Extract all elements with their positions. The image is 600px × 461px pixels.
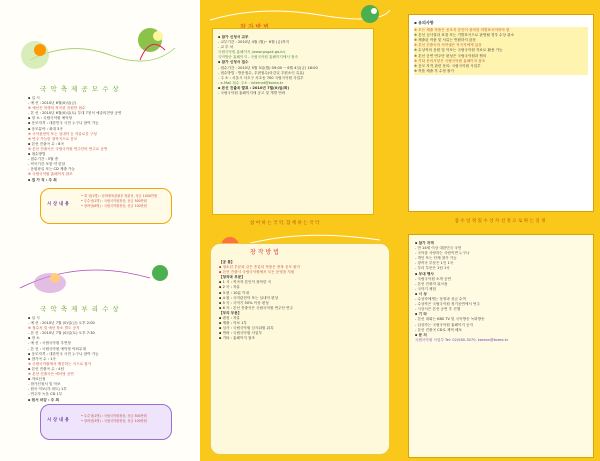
- detail-line: ▪ 참가 신청서 교부: [218, 35, 249, 39]
- notice-title: ▪ 유의사항: [414, 20, 434, 25]
- ensemble-details: [28, 316, 178, 403]
- detail-line: ※ 본선 진출곡은 국립국악원 연주단의 연주로 공연: [28, 146, 108, 151]
- info-line: - 본선 대회는 KBS TV 및 국악방송 녹화방송: [415, 317, 485, 322]
- info-line: ▪ 시 상: [415, 291, 427, 296]
- bird-illustration: [0, 248, 200, 308]
- creation-box: [210, 243, 390, 455]
- detail-line: ※ 국립국악원에서 제공하는 곡으로 참가: [28, 361, 92, 366]
- detail-line: - 작곡기간 포함 약 한달: [28, 162, 66, 167]
- howto-box: [212, 28, 374, 215]
- detail-line: ▪ 참가곡 수 : 1곡: [28, 356, 56, 361]
- notice-line: ※ 모든 제출 작품은 응모자 본인이 창작한 미발표곡이어야 함: [414, 28, 510, 33]
- notice-box: [408, 14, 594, 212]
- detail-line: - 국립국악원 홈페이지에 공고 및 개별 연락: [218, 91, 286, 96]
- info-line: - 시상식은 본선 공연 후 진행: [415, 307, 461, 312]
- detail-line: - 참가신청서 및 악보: [28, 382, 61, 387]
- detail-line: ▪ 6 곡 : 본선 진출곡은 국립국악원 연주단 연주: [219, 305, 294, 310]
- info-line: - 개인 또는 단체 참가 가능: [415, 256, 457, 261]
- award-label: 시 상 내 용: [47, 418, 70, 423]
- detail-line: ※ 국립국악원 홈페이지 참조: [28, 172, 73, 177]
- detail-line: ▪ 일 시: [28, 96, 40, 100]
- schedule-heading: 접 수 일 정 및 수 상 자 선 정 으 로 하 는 일 정: [454, 219, 546, 224]
- section-title-composition: 국 악 축 제 공 모 수 상: [40, 85, 120, 93]
- detail-line: - 원곡 악보(각 파트) 1부: [28, 387, 67, 392]
- detail-line: ※ 본선 진출곡은 예악당 공연: [28, 372, 74, 377]
- award-box-ensemble: [40, 404, 172, 440]
- detail-line: - 본 선 : 국립국악원 예악당 야외무대: [28, 346, 86, 351]
- notice-line: ※ 본선 심사결과 표절 또는 기발표곡으로 판명될 경우 수상 취소: [414, 33, 515, 38]
- detail-line: - 본 선 : 2010년 6월(0)일(토) 부대 7천석 예술의전당 공연: [28, 111, 122, 116]
- info-line: ▪ 기 타: [415, 312, 427, 317]
- info-line: ▪ 참가 자격: [415, 241, 434, 245]
- detail-line: ▪ 일 시: [28, 316, 40, 320]
- detail-line: ▪ 장 소: [28, 336, 40, 341]
- award-line: • 장려상(6명) : 국립국악원장상, 상금 100만원: [81, 204, 147, 208]
- detail-line: - 예 선 : 2010년 7월 (0)일(금) 오후 2:00: [28, 321, 95, 326]
- contact-line[interactable]: 국립국악원 사업부 Tel: 02)580-3070, korean@korea.kr: [415, 337, 509, 342]
- detail-line[interactable]: 국립국악원 홈페이지 (www.gugak.go.kr): [218, 50, 286, 55]
- notice-line: ※ 기타 문의사항은 국립국악원 홈페이지 참조: [414, 58, 486, 63]
- detail-line: 【공 통】: [219, 260, 235, 264]
- info-line: - 입상자는 국립국악원 홈페이지 공지: [415, 322, 473, 327]
- detail-line: ▪ 자료신청: [28, 377, 46, 382]
- info-line: - 본선 진출자 워크숍: [415, 281, 448, 286]
- notice-line: ※ 응모 자격 관련 문의: 국립국악원 사업부: [414, 63, 481, 68]
- detail-line: ▪ 참가 신청서 접수: [218, 60, 249, 65]
- award-line: • 대 상(1명) : 문화체육관광부 장관상, 상금 1000만원: [81, 194, 158, 198]
- detail-line: - 예 선 : 국립국악원 우면당: [28, 341, 71, 346]
- notice-line: ※ 작품 제출 후 수정 불가: [414, 68, 454, 73]
- detail-line: ▪ 청소년 부문과 같은 종류의 작품은 중복 응모 불가: [219, 265, 301, 270]
- info-line: - 국악을 사랑하는 사람이면 누구나: [415, 251, 470, 256]
- detail-line: - 본 선 : 2010년 7월 (0)일(토) 오후 7:30: [28, 331, 95, 336]
- right-panel: [400, 0, 600, 461]
- detail-line: ▪ 원서 마감 : 주 최: [28, 397, 59, 402]
- detail-line: - 접수방법 : 방문접수, 우편접수(마감일 우편소인 유효): [218, 70, 305, 75]
- detail-line: ▪ 접 가 직 : 주 최: [28, 177, 57, 182]
- notice-line: ※ 본선 공연 연주단 편성은 국립국악원과 협의: [414, 53, 487, 58]
- info-line: - 창작곡 부문은 1인 1곡: [415, 261, 454, 266]
- detail-line: - 교부기간 : 2010년 4월 (월)~ 6월 (금)까지: [218, 40, 290, 45]
- detail-line[interactable]: - e-Mail 접수 주소 : internat@korea.kr: [218, 80, 284, 85]
- detail-line: ▪ 4 원 : 국악관현악 또는 실내악 편성: [219, 295, 279, 300]
- slogan: 참 여 하 는 국 악, 함 께 하 는 국 악: [250, 221, 320, 226]
- detail-line: ▪ 연락 : 국립국악원 사업부: [219, 331, 262, 336]
- info-box: [408, 234, 594, 458]
- notice-line: ※ 제출된 작품 및 서류는 반환하지 않음: [414, 38, 476, 43]
- detail-line: - 연주자 녹음 CD 1부: [28, 392, 63, 397]
- info-line: - 부리 부문은 1팀 1곡: [415, 266, 450, 271]
- detail-line: ※ 접수처 및 예선 장소 별도 공지: [28, 326, 80, 331]
- section-title-ensemble: 국 악 축 제 부 리 수 상: [40, 305, 120, 313]
- detail-line: ▪ 기타 : 홈페이지 참조: [219, 336, 255, 341]
- detail-line: ▪ 응모분야 : 최대 3곡: [28, 126, 63, 131]
- detail-line: ▪ 5 곡 : 국악기 50% 이상 편성: [219, 300, 269, 305]
- award-line: • 장려상(3명) : 국립국악원장상, 상금 100만원: [81, 419, 147, 423]
- detail-line: - 예 선 : 2010년 6월(0)일(금): [28, 101, 77, 106]
- info-line: - 국립국악원 소개 공연: [415, 276, 451, 281]
- award-line: • 우수상(1명) : 국립국악원장상, 상금 500만원: [81, 414, 147, 418]
- detail-line: ▪ 2 곡 : 자유: [219, 285, 240, 290]
- detail-line: - 교 부 처: [218, 45, 234, 50]
- award-label: 시 상 내 용: [47, 202, 70, 207]
- detail-line: ▪ 제출 : 악보 1부: [219, 321, 247, 326]
- detail-line: ▪ 응모자격 : 대한민국 국민 누구나 참여 가능: [28, 121, 99, 126]
- detail-line: 【창작곡 부문】: [219, 275, 245, 280]
- detail-line: ▪ 1 시 : 작곡자 본인이 창작한 곡: [219, 280, 272, 285]
- detail-line: ▪ 본선 진출곡 발표 : 2010년 7월(0)일(화): [218, 85, 290, 90]
- detail-line: ▪ 본선 진출곡 수 : 4팀: [28, 366, 64, 371]
- notice-line: ※ 본선 진출곡의 저작권은 작곡자에게 있음: [414, 43, 482, 48]
- composition-details: [28, 96, 178, 183]
- left-panel: [0, 0, 201, 461]
- award-box-composition: [40, 188, 172, 224]
- flower-illustration: [0, 0, 200, 90]
- detail-line: - 접수기간 : 5월 중: [28, 157, 59, 162]
- detail-line: ▪ 본선 진출곡 수 : 8곡: [28, 141, 64, 146]
- info-line: - 본선 진출곡 CD로 제작 배포: [415, 327, 463, 332]
- detail-line: ▪ 장 소 : 국립국악원 예악당: [28, 116, 73, 121]
- detail-line: ※ 연주 가능한 창작곡으로 응모: [28, 136, 78, 141]
- detail-line: ▪ 편성 : 자유: [219, 316, 240, 321]
- info-line: - 만 14세 이상 대한민국 국민: [415, 246, 462, 251]
- middle-panel: [200, 0, 400, 461]
- section-title-creation: 창 작 방 법: [250, 249, 279, 256]
- detail-line: ※ 예선은 학생의 작곡한 음원만 접수: [28, 106, 86, 111]
- detail-line: ▪ 본선 진출시 국립국악원에서 모든 운영을 지원: [219, 270, 295, 275]
- detail-line: 【부리 부문】: [219, 310, 242, 315]
- detail-line: ▪ 심사 : 국립국악원 심사위원 위촉: [219, 326, 274, 331]
- info-line: - 수상작은 국립국악원 정기공연에서 연주: [415, 302, 480, 307]
- detail-line: ▪ 접수방법: [28, 152, 46, 157]
- award-line: • 우수상(1명) : 국립국악원장상, 상금 500만원: [81, 199, 147, 203]
- detail-line: ▪ 3 편 : 10분 이내: [219, 290, 250, 295]
- notice-line: ※ 수상작의 음원 및 악보는 국립국악원 자료로 활용 가능: [414, 48, 503, 53]
- detail-line: - 접수기간 : 2010년 5월 3일(월) 09:00 ~ 6월 4일(금) 18:00: [218, 65, 318, 70]
- detail-line: ※ 국악관현악 또는 실내악 등 자유로운 구성: [28, 131, 97, 136]
- detail-line: ▪ 응모자격 : 대한민국 국민 누구나 참여 가능: [28, 351, 99, 356]
- detail-line: - 주 소 : 서울시 서초구 서초동 700 국립국악원 사업부: [218, 75, 304, 80]
- info-line: - 수상자에게는 상장과 상금 수여: [415, 297, 466, 302]
- detail-line: - 음원파일 또는 CD 제출 가능: [28, 167, 76, 172]
- info-line: ▪ 문 의: [415, 332, 427, 337]
- detail-line[interactable]: 국악방송 홈페이지 - 국립국악원 홈페이지에서 접속: [218, 55, 298, 60]
- info-line: ▪ 부대 행사: [415, 271, 434, 276]
- info-line: - 국악기 체험: [415, 286, 436, 291]
